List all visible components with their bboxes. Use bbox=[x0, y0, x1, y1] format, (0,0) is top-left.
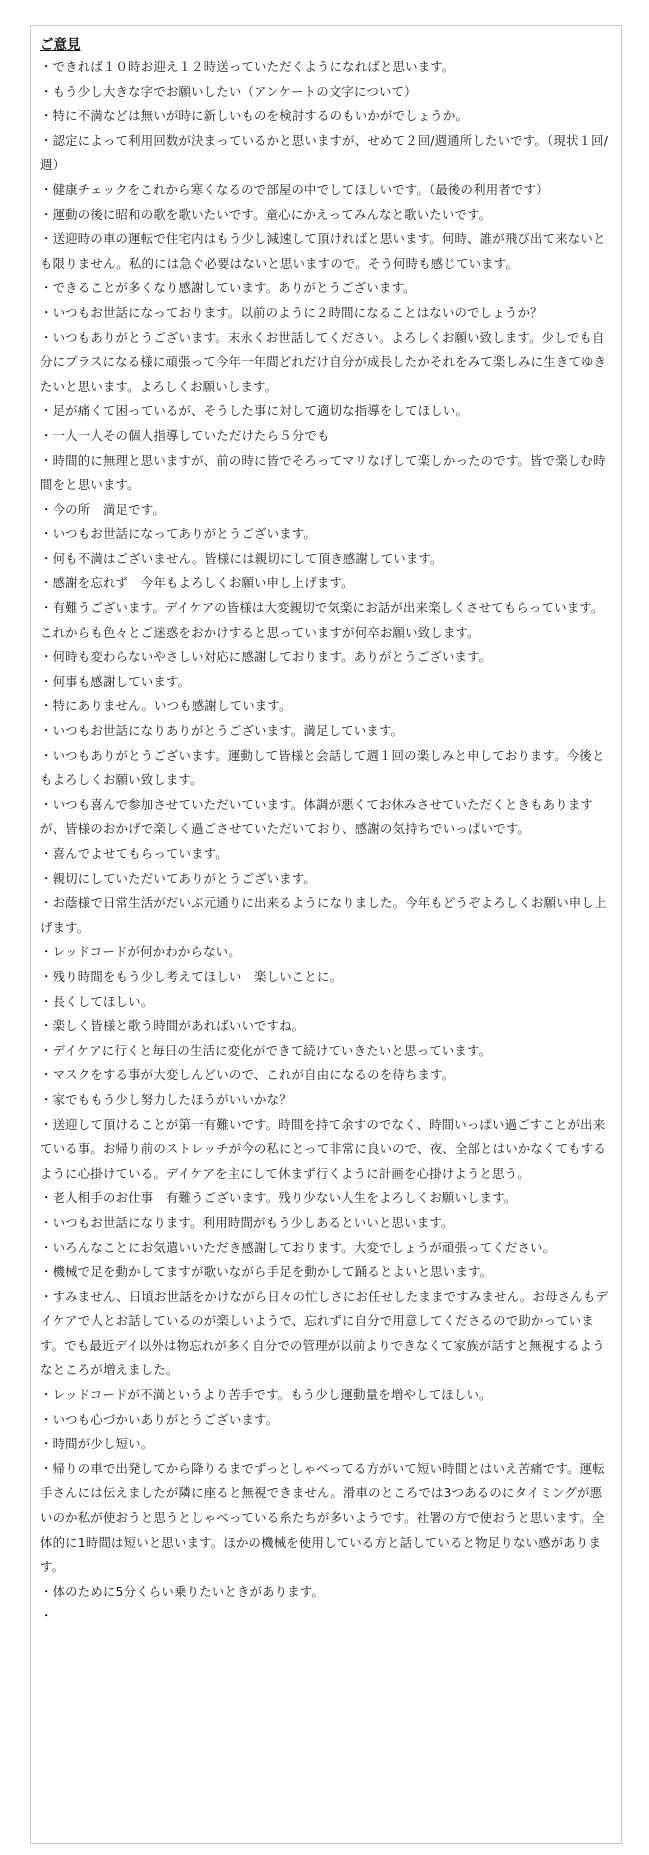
comment-item: ・帰りの車で出発してから降りるまでずっとしゃべってる方がいて短い時間とはいえ苦痛です。運転手さんには伝えましたが隣に座ると無視できません。滑車のところでは3つあるのにタイミングが悪いのか私が使おうと思うとしゃべっている糸たちが多いようです。社署の方で使おうと思います。全体的に1時間は短いと思います。ほかの機械を使用している方と話していると物足りない感があります。 bbox=[40, 1460, 605, 1575]
comment-item: ・お蔭様で日常生活がだいぶ元通りに出来るようになりました。今年もどうぞよろしくお願い申し上げます。 bbox=[40, 895, 607, 935]
comment-item: ・喜んでよせてもらっています。 bbox=[40, 846, 228, 861]
comment-item: ・いつもありがとうございます。運動して皆様と会話して週１回の楽しみと申しております。今後ともよろしくお願い致します。 bbox=[40, 747, 605, 788]
comment-item: ・今の所 満足です。 bbox=[40, 501, 165, 517]
comment-item: ・認定によって利用回数が決まっているかと思いますが、せめて２回/週通所したいです。（現状１回/週） bbox=[40, 132, 609, 173]
comment-item: ・特に不満などは無いが時に新しいものを検討するのもいかがでしょうか。 bbox=[40, 108, 469, 124]
comment-item: ・一人一人その個人指導していただけたら５分でも bbox=[40, 427, 330, 443]
comment-item: ・何時も変わらないやさしい対応に感謝しております。ありがとうございます。 bbox=[40, 649, 492, 665]
comment-item: ・マスクをする事が大変しんどいので、これが自由になるのを待ちます。 bbox=[40, 1067, 455, 1083]
section-heading: ご意見 bbox=[40, 37, 81, 53]
comment-item: ・何も不満はございません。皆様には親切にして頂き感謝しています。 bbox=[40, 550, 443, 566]
comment-item: ・いつもありがとうございます。末永くお世話してください。よろしくお願い致します。少しでも自分にプラスになる様に頑張って今年一年間どれだけ自分が成長したかそれをみて楽しみに生きてゆきたいと思います。よろしくお願いします。 bbox=[40, 329, 607, 394]
comment-item: ・楽しく皆様と歌う時間があればいいですね。 bbox=[40, 1018, 305, 1034]
comment-item: ・足が痛くて困っているが、そうした事に対して適切な指導をしてほしい。 bbox=[40, 403, 469, 419]
comment-item: ・特にありません。いつも感謝しています。 bbox=[40, 698, 292, 714]
comment-item: ・長くしてほしい。 bbox=[40, 993, 154, 1009]
comment-item: ・残り時間をもう少し考えてほしい 楽しいことに。 bbox=[40, 968, 343, 984]
comment-item: ・もう少し大きな字でお願いしたい（アンケートの文字について） bbox=[40, 83, 417, 99]
comment-item: ・デイケアに行くと毎日の生活に変化ができて続けていきたいと思っています。 bbox=[40, 1042, 492, 1058]
comment-item: ・有難うございます。デイケアの皆様は大変親切で気楽にお話が出来楽しくさせてもらっています。これからも色々とご迷惑をおかけすると思っていますが何卒お願い致します。 bbox=[40, 600, 604, 640]
comment-item: ・送迎時の車の運転で住宅内はもう少し減速して頂ければと思います。何時、誰が飛び出て来ないとも限りません。私的には急ぐ必要はないと思いますので。そう何時も感じています。 bbox=[40, 231, 606, 271]
comment-item: ・いつもお世話になっております。以前のように２時間になることはないのでしょうか？ bbox=[40, 304, 543, 320]
comment-item: ・感謝を忘れず 今年もよろしくお願い申し上げます。 bbox=[40, 575, 354, 591]
comment-item: ・レッドコードが何かわからない。 bbox=[40, 944, 241, 960]
comment-item: ・いつもお世話になります。利用時間がもう少しあるといいと思います。 bbox=[40, 1214, 454, 1230]
comment-item: ・親切にしていただいてありがとうございます。 bbox=[40, 870, 317, 886]
comment-item: ・できれば１０時お迎え１２時送っていただくようになればと思います。 bbox=[40, 59, 455, 74]
comment-item: ・健康チェックをこれから寒くなるので部屋の中でしてほしいです。（最後の利用者です） bbox=[40, 181, 549, 197]
comment-item: ・機械で足を動かしてますが歌いながら手足を動かして踊るとよいと思います。 bbox=[40, 1264, 493, 1280]
comment-list bbox=[40, 55, 613, 1629]
comment-item: ・家でももう少し努力したほうがいいかな？ bbox=[40, 1091, 292, 1107]
comments-document bbox=[30, 25, 622, 1844]
comment-item: ・すみません、日頃お世話をかけながら日々の忙しさにお任せしたままですみません。お母さんもデイケアで人とお話しているのが楽しいようで、忘れずに自分で用意してくださるので助かっています。でも最近デイ以外は物忘れが多く自分での管理が以前よりできなくて家族が話すと無視するようなところが増えました。 bbox=[40, 1288, 609, 1378]
comment-item: ・いつも心づかいありがとうございます。 bbox=[40, 1411, 279, 1427]
comment-item: ・送迎して頂けることが第一有難いです。時間を持て余すのでなく、時間いっぱい過ごすことが出来ている事。お帰り前のストレッチが今の私にとって非常に良いので、夜、全部とはいかなくてもするように心掛けている。デイケアを主にして休まず行くように計画を心掛けようと思う。 bbox=[40, 1116, 606, 1181]
comment-item: ・時間が少し短い。 bbox=[40, 1436, 154, 1452]
comment-item: ・いつも喜んで参加させていただいています。体調が悪くてお休みさせていただくときもありますが、皆様のおかげで楽しく過ごさせていただいており、感謝の気持ちでいっぱいです。 bbox=[40, 796, 593, 837]
comment-item: ・老人相手のお仕事 有難うございます。残り少ない人生をよろしくお願いします。 bbox=[40, 1190, 517, 1206]
comment-item: ・いつもお世話になってありがとうございます。 bbox=[40, 526, 317, 542]
comment-item: ・時間的に無理と思いますが、前の時に皆でそろってマリなげして楽しかったのです。皆で楽しむ時間をと思います。 bbox=[40, 452, 606, 493]
comment-item: ・いろんなことにお気遣いいただき感謝しております。大変でしょうが頑張ってください。 bbox=[40, 1239, 556, 1255]
comment-item: ・ bbox=[40, 1608, 53, 1624]
comment-item: ・運動の後に昭和の歌を歌いたいです。童心にかえってみんなと歌いたいです。 bbox=[40, 206, 492, 222]
comment-item: ・何事も感謝しています。 bbox=[40, 673, 191, 689]
comment-item: ・いつもお世話になりありがとうございます。満足しています。 bbox=[40, 723, 404, 739]
comment-item: ・レッドコードが不満というより苦手です。もう少し運動量を増やしてほしい。 bbox=[40, 1387, 492, 1403]
document-body bbox=[31, 26, 621, 1629]
comment-item: ・体のために5分くらい乗りたいときがあります。 bbox=[40, 1583, 325, 1599]
comment-item: ・できることが多くなり感謝しています。ありがとうございます。 bbox=[40, 280, 416, 296]
